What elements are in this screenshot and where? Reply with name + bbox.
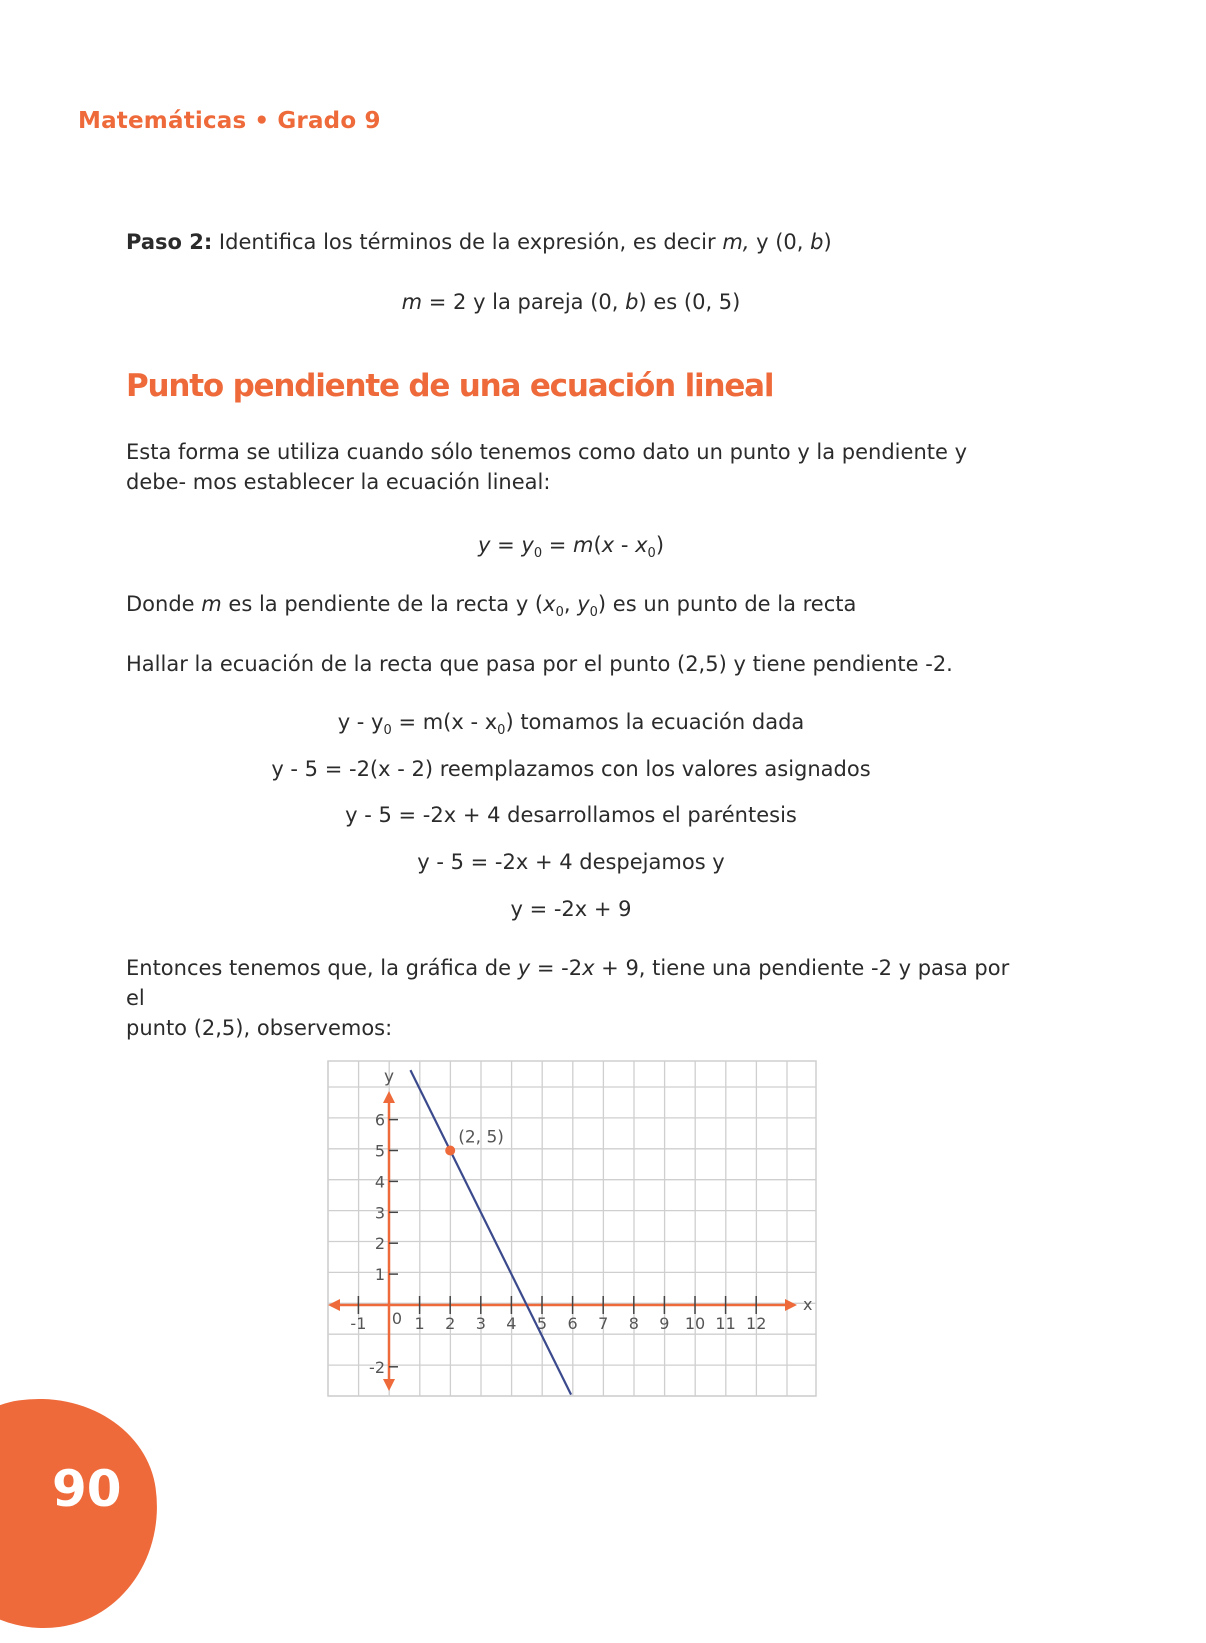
- where-a: Donde: [126, 592, 202, 616]
- header-separator: •: [254, 108, 270, 134]
- grid-border: [328, 1061, 816, 1396]
- data-point-label: (2, 5): [458, 1127, 504, 1148]
- formula-y: y: [477, 533, 491, 557]
- where-sub-x: 0: [555, 605, 564, 620]
- step1-mid: = m(x - x: [391, 710, 498, 734]
- formula-x: x: [601, 533, 615, 557]
- where-c: ) es un punto de la recta: [597, 592, 857, 616]
- step1-sub: 0: [383, 723, 392, 738]
- solution-step-2: y - 5 = -2(x - 2) reemplazamos con los valores asignados: [271, 757, 871, 781]
- x-axis-label: x: [803, 1295, 813, 1314]
- step2-text-c: ): [823, 230, 832, 254]
- where-b: es la pendiente de la recta y (: [221, 592, 544, 616]
- formula-minus: -: [614, 533, 636, 557]
- data-point: [445, 1146, 455, 1156]
- y-tick-label: 3: [374, 1203, 385, 1223]
- header-grade: Grado 9: [277, 108, 381, 134]
- formula-eq2: =: [542, 533, 574, 557]
- x-tick-label: 5: [536, 1314, 548, 1333]
- solution-step-4: y - 5 = -2x + 4 despejamos y: [417, 850, 725, 874]
- result-text: = 2 y la pareja (0,: [422, 290, 626, 314]
- step1-post: ) tomamos la ecuación dada: [505, 710, 805, 734]
- where-x0: x: [543, 592, 556, 616]
- x-tick-label: 8: [628, 1314, 639, 1333]
- x-axis-arrow-left: [328, 1299, 340, 1311]
- x-tick-label: -1: [350, 1314, 367, 1333]
- header-subject: Matemáticas: [78, 108, 247, 134]
- x-tick-label: 4: [506, 1314, 517, 1333]
- y-tick-label: 2: [374, 1234, 385, 1254]
- formula-close: ): [655, 533, 665, 557]
- conclusion-b: = -2: [530, 956, 583, 980]
- x-tick-label: 12: [746, 1314, 767, 1333]
- y-axis-arrow-down: [383, 1379, 395, 1391]
- section-title: Punto pendiente de una ecuación lineal: [126, 368, 774, 404]
- formula-x0: x: [635, 533, 648, 557]
- step2-text: Identifica los términos de la expresión, es decir: [212, 230, 723, 254]
- result-m: m: [401, 290, 423, 314]
- result-text-b: ) es (0, 5): [638, 290, 741, 314]
- y-tick-label: 5: [374, 1141, 385, 1161]
- where-y0: y: [577, 592, 590, 616]
- y-tick-label: 6: [374, 1110, 385, 1130]
- step2-text-b: y (0,: [749, 230, 811, 254]
- y-axis-arrow-up: [383, 1091, 395, 1103]
- conclusion-line2: punto (2,5), observemos:: [126, 1016, 393, 1040]
- where-m: m: [201, 592, 222, 616]
- series-line: [410, 1070, 571, 1394]
- x-tick-label: 0: [391, 1309, 403, 1328]
- x-tick-label: 9: [659, 1314, 670, 1333]
- formula-m: m: [573, 533, 594, 557]
- formula-open: (: [593, 533, 602, 557]
- conclusion-x: x: [582, 956, 595, 980]
- problem-statement: Hallar la ecuación de la recta que pasa por el punto (2,5) y tiene pendiente -2.: [126, 652, 953, 676]
- step2-m: m,: [722, 230, 750, 254]
- conclusion-a: Entonces tenemos que, la gráfica de: [126, 956, 518, 980]
- page-number: 90: [52, 1460, 122, 1518]
- formula-eq: =: [490, 533, 522, 557]
- step1-pre: y - y: [337, 710, 384, 734]
- formula-y0: y: [521, 533, 534, 557]
- x-axis-arrow-right: [785, 1299, 797, 1311]
- step2-b: b: [810, 230, 824, 254]
- y-tick-label: 4: [374, 1172, 385, 1192]
- intro-paragraph: Esta forma se utiliza cuando sólo tenemos como dato un punto y la pendiente y debe- mos establecer la ecuación lineal:: [126, 440, 968, 494]
- x-tick-label: 7: [598, 1314, 609, 1333]
- x-tick-label: 11: [715, 1314, 736, 1333]
- result-b: b: [625, 290, 639, 314]
- x-tick-label: 3: [475, 1314, 486, 1333]
- solution-step-3: y - 5 = -2x + 4 desarrollamos el paréntesis: [345, 803, 797, 827]
- formula-sub1: 0: [647, 546, 656, 561]
- x-tick-label: 1: [414, 1314, 425, 1333]
- y-tick-label: -2: [369, 1357, 385, 1377]
- conclusion-y: y: [517, 956, 531, 980]
- step1-sub2: 0: [497, 723, 506, 738]
- formula-sub: 0: [533, 546, 543, 561]
- x-tick-label: 2: [445, 1314, 456, 1333]
- x-tick-label: 10: [684, 1314, 706, 1333]
- step2-label: Paso 2:: [126, 230, 213, 254]
- y-tick-label: 1: [374, 1265, 385, 1285]
- y-axis-label: y: [384, 1067, 395, 1087]
- x-tick-label: 6: [567, 1314, 578, 1333]
- where-comma: ,: [563, 592, 578, 616]
- where-sub-y: 0: [589, 605, 598, 620]
- conclusion-c: + 9, tiene una pendiente -2 y pasa por el: [126, 956, 1010, 1010]
- solution-step-5: y = -2x + 9: [510, 897, 632, 921]
